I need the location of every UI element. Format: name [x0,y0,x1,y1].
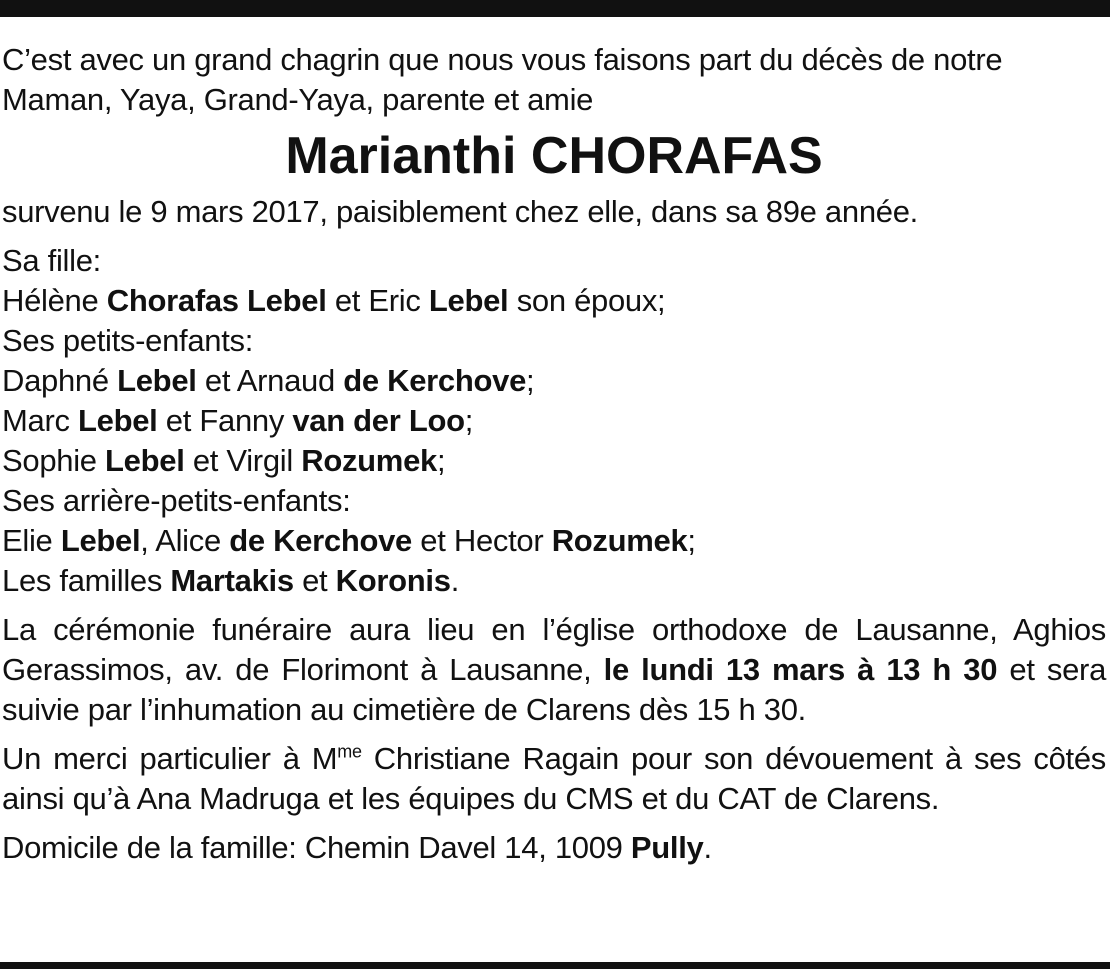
surname: de Kerchove [343,363,527,398]
great-grandchildren-heading: Ses arrière-petits-enfants: [2,483,351,518]
families-label: Les familles [2,563,171,598]
grandchildren-heading: Ses petits-enfants: [2,323,254,358]
ceremony-text: La cérémonie funéraire aura lieu en l’église orthodoxe de Lausanne, Aghios Gerassimos, av. de Florimont à Lausanne, [2,612,1106,687]
connector-text: et Arnaud [196,363,344,398]
deceased-name: Marianthi CHORAFAS [285,127,823,185]
bottom-rule [0,962,1110,969]
thanks-paragraph [2,739,1106,819]
first-name: Sophie [2,443,106,478]
surname: Lebel [105,443,185,478]
connector-text: et Virgil [184,443,302,478]
first-name: , Alice [140,523,230,558]
line-end: ; [436,443,446,478]
line-end: son époux; [508,283,666,318]
domicile-line [2,828,1106,868]
surname: Chorafas Lebel [106,283,327,318]
grandchild-line [2,441,1106,481]
intro-line-2: Maman, Yaya, Grand-Yaya, parente et amie [2,82,594,117]
line-end: ; [687,523,696,558]
family-name: Koronis [335,563,451,598]
first-name: et Hector [411,523,552,558]
thanks-text: Christiane Ragain pour son dévouement à ses côtés ainsi qu’à Ana Madruga et les équipes du CMS et du CAT de Clarens. [2,741,1106,816]
family-list [2,241,1106,601]
grandchild-line [2,401,1106,441]
surname: Lebel [117,363,197,398]
first-name: Hélène [2,283,107,318]
obituary-notice [2,40,1106,868]
great-grandchildren-line [2,521,1106,561]
ceremony-text: et sera suivie par l’inhumation au cimetière de Clarens dès 15 h 30. [2,652,1107,727]
first-name: Elie [2,523,61,558]
connector-text: et [293,563,336,598]
daughter-line [2,281,1106,321]
surname: Lebel [428,283,509,318]
surname: Rozumek [551,523,688,558]
surname: Rozumek [301,443,437,478]
first-name: Daphné [2,363,118,398]
line-end: . [450,563,460,598]
ceremony-date: le lundi 13 mars à 13 h 30 [603,652,998,687]
surname: Lebel [78,403,158,438]
line-end: ; [464,403,474,438]
thanks-text: Un merci particulier à M [2,741,338,776]
connector-text: et Fanny [157,403,293,438]
line-end: ; [526,363,535,398]
title-superscript: me [337,741,362,762]
first-name: Marc [2,403,79,438]
daughter-heading: Sa fille: [2,243,101,278]
family-name: Martakis [170,563,294,598]
intro-line-1: C’est avec un grand chagrin que nous vous faisons part du décès de notre [2,42,1003,77]
ceremony-paragraph [2,610,1106,730]
domicile-town: Pully [630,830,704,865]
families-line [2,561,1106,601]
top-rule [0,0,1110,17]
line-end: . [703,830,712,865]
surname: de Kerchove [229,523,412,558]
surname: Lebel [60,523,141,558]
domicile-text: Domicile de la famille: Chemin Davel 14, 1009 [2,830,631,865]
surname: van der Loo [292,403,465,438]
connector-text: et Eric [326,283,429,318]
grandchild-line [2,361,1106,401]
death-notice: survenu le 9 mars 2017, paisiblement chez elle, dans sa 89e année. [2,194,918,229]
